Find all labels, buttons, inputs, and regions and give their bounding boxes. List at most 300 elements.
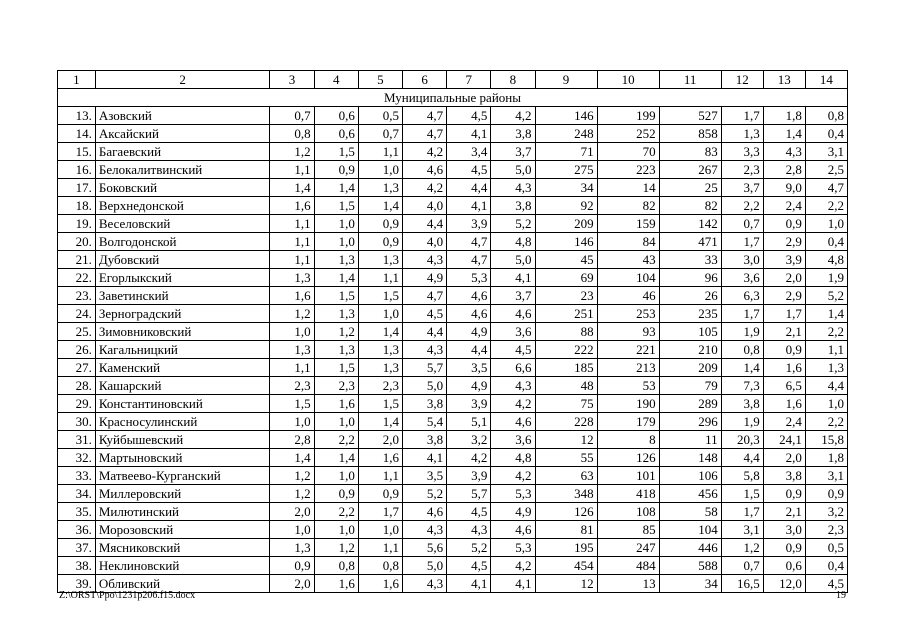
value-cell: 4,1: [447, 125, 491, 143]
value-cell: 4,3: [402, 575, 446, 593]
table-row: [58, 323, 848, 341]
value-cell: 3,1: [805, 467, 847, 485]
value-cell: 190: [597, 395, 659, 413]
value-cell: 82: [659, 197, 721, 215]
district-name-cell: Мартыновский: [95, 449, 270, 467]
district-name-cell: Веселовский: [95, 215, 270, 233]
value-cell: 5,0: [402, 377, 446, 395]
value-cell: 4,6: [447, 305, 491, 323]
row-number-cell: 24.: [58, 305, 96, 323]
value-cell: 1,6: [763, 359, 805, 377]
value-cell: 101: [597, 467, 659, 485]
value-cell: 1,1: [358, 269, 402, 287]
value-cell: 1,4: [314, 269, 358, 287]
value-cell: 1,6: [763, 395, 805, 413]
district-name-cell: Неклиновский: [95, 557, 270, 575]
value-cell: 5,2: [402, 485, 446, 503]
value-cell: 1,4: [270, 179, 314, 197]
value-cell: 1,9: [721, 323, 763, 341]
value-cell: 348: [535, 485, 597, 503]
table-row: [58, 377, 848, 395]
value-cell: 4,7: [805, 179, 847, 197]
value-cell: 5,3: [491, 539, 535, 557]
table-row: [58, 143, 848, 161]
value-cell: 4,8: [491, 449, 535, 467]
value-cell: 3,8: [721, 395, 763, 413]
row-number-cell: 19.: [58, 215, 96, 233]
value-cell: 1,8: [763, 107, 805, 125]
table-row: [58, 431, 848, 449]
row-number-cell: 21.: [58, 251, 96, 269]
value-cell: 70: [597, 143, 659, 161]
value-cell: 1,0: [805, 215, 847, 233]
table-row: [58, 197, 848, 215]
value-cell: 4,9: [402, 269, 446, 287]
row-number-cell: 13.: [58, 107, 96, 125]
value-cell: 1,5: [314, 143, 358, 161]
value-cell: 1,1: [358, 143, 402, 161]
value-cell: 0,7: [721, 215, 763, 233]
value-cell: 3,7: [491, 143, 535, 161]
district-name-cell: Азовский: [95, 107, 270, 125]
value-cell: 1,0: [270, 521, 314, 539]
value-cell: 3,0: [721, 251, 763, 269]
value-cell: 4,9: [447, 377, 491, 395]
value-cell: 1,0: [270, 323, 314, 341]
value-cell: 148: [659, 449, 721, 467]
column-number-cell: 1: [58, 71, 96, 89]
district-name-cell: Кашарский: [95, 377, 270, 395]
value-cell: 63: [535, 467, 597, 485]
column-number-cell: 4: [314, 71, 358, 89]
value-cell: 4,7: [402, 287, 446, 305]
value-cell: 55: [535, 449, 597, 467]
value-cell: 1,5: [314, 359, 358, 377]
value-cell: 456: [659, 485, 721, 503]
table-row: [58, 107, 848, 125]
district-name-cell: Матвеево-Курганский: [95, 467, 270, 485]
value-cell: 1,3: [314, 251, 358, 269]
value-cell: 0,9: [358, 485, 402, 503]
table-row: [58, 503, 848, 521]
column-number-cell: 8: [491, 71, 535, 89]
value-cell: 1,4: [358, 413, 402, 431]
value-cell: 2,2: [805, 197, 847, 215]
table-row: [58, 359, 848, 377]
value-cell: 0,4: [805, 233, 847, 251]
value-cell: 0,5: [805, 539, 847, 557]
value-cell: 4,6: [491, 305, 535, 323]
value-cell: 4,4: [447, 179, 491, 197]
value-cell: 2,9: [763, 233, 805, 251]
value-cell: 14: [597, 179, 659, 197]
value-cell: 88: [535, 323, 597, 341]
value-cell: 1,3: [314, 341, 358, 359]
value-cell: 195: [535, 539, 597, 557]
row-number-cell: 33.: [58, 467, 96, 485]
value-cell: 2,5: [805, 161, 847, 179]
value-cell: 1,8: [805, 449, 847, 467]
value-cell: 2,0: [358, 431, 402, 449]
value-cell: 93: [597, 323, 659, 341]
table-row: [58, 161, 848, 179]
value-cell: 3,8: [491, 125, 535, 143]
value-cell: 210: [659, 341, 721, 359]
value-cell: 1,1: [270, 161, 314, 179]
value-cell: 3,6: [491, 323, 535, 341]
value-cell: 1,0: [270, 413, 314, 431]
value-cell: 4,5: [447, 503, 491, 521]
table-row: [58, 557, 848, 575]
value-cell: 0,6: [314, 107, 358, 125]
value-cell: 4,3: [491, 377, 535, 395]
value-cell: 0,6: [314, 125, 358, 143]
value-cell: 5,4: [402, 413, 446, 431]
value-cell: 5,1: [447, 413, 491, 431]
value-cell: 1,6: [314, 575, 358, 593]
district-name-cell: Мясниковский: [95, 539, 270, 557]
value-cell: 0,8: [358, 557, 402, 575]
value-cell: 146: [535, 233, 597, 251]
value-cell: 71: [535, 143, 597, 161]
value-cell: 1,3: [805, 359, 847, 377]
value-cell: 126: [597, 449, 659, 467]
value-cell: 3,8: [763, 467, 805, 485]
value-cell: 267: [659, 161, 721, 179]
table-row: [58, 467, 848, 485]
district-name-cell: Кагальницкий: [95, 341, 270, 359]
value-cell: 235: [659, 305, 721, 323]
value-cell: 185: [535, 359, 597, 377]
value-cell: 4,2: [402, 143, 446, 161]
district-name-cell: Зерноградский: [95, 305, 270, 323]
section-row: [58, 89, 848, 107]
value-cell: 1,4: [763, 125, 805, 143]
value-cell: 247: [597, 539, 659, 557]
value-cell: 1,1: [270, 359, 314, 377]
value-cell: 5,2: [447, 539, 491, 557]
value-cell: 85: [597, 521, 659, 539]
value-cell: 1,0: [358, 161, 402, 179]
value-cell: 4,2: [491, 107, 535, 125]
value-cell: 1,6: [358, 449, 402, 467]
value-cell: 3,7: [491, 287, 535, 305]
value-cell: 104: [597, 269, 659, 287]
value-cell: 48: [535, 377, 597, 395]
value-cell: 0,9: [314, 485, 358, 503]
table-row: [58, 449, 848, 467]
district-name-cell: Морозовский: [95, 521, 270, 539]
district-name-cell: Милютинский: [95, 503, 270, 521]
value-cell: 0,9: [314, 161, 358, 179]
value-cell: 4,6: [402, 503, 446, 521]
value-cell: 83: [659, 143, 721, 161]
value-cell: 20,3: [721, 431, 763, 449]
value-cell: 221: [597, 341, 659, 359]
value-cell: 1,1: [358, 467, 402, 485]
value-cell: 1,4: [270, 449, 314, 467]
value-cell: 3,5: [402, 467, 446, 485]
value-cell: 484: [597, 557, 659, 575]
value-cell: 3,2: [447, 431, 491, 449]
row-number-cell: 29.: [58, 395, 96, 413]
value-cell: 1,1: [270, 215, 314, 233]
value-cell: 46: [597, 287, 659, 305]
value-cell: 1,3: [358, 251, 402, 269]
value-cell: 53: [597, 377, 659, 395]
value-cell: 858: [659, 125, 721, 143]
section-title: Муниципальные районы: [58, 89, 848, 107]
value-cell: 0,8: [805, 107, 847, 125]
value-cell: 7,3: [721, 377, 763, 395]
value-cell: 4,3: [402, 251, 446, 269]
value-cell: 159: [597, 215, 659, 233]
value-cell: 4,3: [402, 521, 446, 539]
column-number-cell: 9: [535, 71, 597, 89]
value-cell: 2,8: [270, 431, 314, 449]
district-name-cell: Миллеровский: [95, 485, 270, 503]
value-cell: 179: [597, 413, 659, 431]
value-cell: 228: [535, 413, 597, 431]
value-cell: 5,0: [491, 251, 535, 269]
value-cell: 2,3: [270, 377, 314, 395]
value-cell: 5,3: [447, 269, 491, 287]
value-cell: 4,4: [721, 449, 763, 467]
district-name-cell: Багаевский: [95, 143, 270, 161]
table-row: [58, 413, 848, 431]
value-cell: 471: [659, 233, 721, 251]
value-cell: 0,9: [270, 557, 314, 575]
value-cell: 24,1: [763, 431, 805, 449]
value-cell: 1,0: [358, 521, 402, 539]
value-cell: 5,8: [721, 467, 763, 485]
value-cell: 0,6: [763, 557, 805, 575]
row-number-cell: 28.: [58, 377, 96, 395]
value-cell: 106: [659, 467, 721, 485]
value-cell: 34: [659, 575, 721, 593]
value-cell: 75: [535, 395, 597, 413]
value-cell: 1,0: [314, 215, 358, 233]
value-cell: 5,2: [805, 287, 847, 305]
value-cell: 3,8: [402, 395, 446, 413]
value-cell: 1,6: [270, 197, 314, 215]
table-row: [58, 269, 848, 287]
row-number-cell: 39.: [58, 575, 96, 593]
value-cell: 4,8: [805, 251, 847, 269]
column-number-cell: 13: [763, 71, 805, 89]
value-cell: 4,9: [447, 323, 491, 341]
value-cell: 2,4: [763, 413, 805, 431]
value-cell: 1,4: [314, 449, 358, 467]
row-number-cell: 26.: [58, 341, 96, 359]
value-cell: 34: [535, 179, 597, 197]
value-cell: 3,1: [805, 143, 847, 161]
value-cell: 2,0: [270, 575, 314, 593]
value-cell: 1,4: [805, 305, 847, 323]
value-cell: 126: [535, 503, 597, 521]
value-cell: 1,0: [314, 233, 358, 251]
value-cell: 2,2: [314, 431, 358, 449]
value-cell: 199: [597, 107, 659, 125]
value-cell: 105: [659, 323, 721, 341]
column-number-cell: 14: [805, 71, 847, 89]
value-cell: 4,1: [491, 269, 535, 287]
value-cell: 296: [659, 413, 721, 431]
value-cell: 1,2: [270, 467, 314, 485]
value-cell: 4,3: [763, 143, 805, 161]
value-cell: 4,5: [402, 305, 446, 323]
value-cell: 2,4: [763, 197, 805, 215]
value-cell: 2,2: [721, 197, 763, 215]
value-cell: 1,5: [314, 287, 358, 305]
value-cell: 4,1: [447, 575, 491, 593]
value-cell: 1,3: [270, 341, 314, 359]
value-cell: 104: [659, 521, 721, 539]
value-cell: 4,2: [491, 395, 535, 413]
value-cell: 3,3: [721, 143, 763, 161]
value-cell: 4,8: [491, 233, 535, 251]
value-cell: 4,5: [447, 107, 491, 125]
column-number-cell: 3: [270, 71, 314, 89]
value-cell: 0,7: [721, 557, 763, 575]
value-cell: 418: [597, 485, 659, 503]
value-cell: 26: [659, 287, 721, 305]
value-cell: 1,2: [270, 143, 314, 161]
value-cell: 4,5: [805, 575, 847, 593]
value-cell: 3,1: [721, 521, 763, 539]
value-cell: 1,5: [270, 395, 314, 413]
value-cell: 446: [659, 539, 721, 557]
value-cell: 1,3: [358, 359, 402, 377]
district-name-cell: Константиновский: [95, 395, 270, 413]
row-number-cell: 31.: [58, 431, 96, 449]
row-number-cell: 23.: [58, 287, 96, 305]
value-cell: 1,5: [314, 197, 358, 215]
document-path: Z:\ORST\Ppo\1231p206.f15.docx: [59, 590, 196, 601]
value-cell: 58: [659, 503, 721, 521]
column-number-cell: 5: [358, 71, 402, 89]
value-cell: 289: [659, 395, 721, 413]
value-cell: 1,3: [270, 269, 314, 287]
value-cell: 2,0: [763, 449, 805, 467]
value-cell: 1,1: [358, 539, 402, 557]
row-number-cell: 34.: [58, 485, 96, 503]
table-row: [58, 395, 848, 413]
value-cell: 2,3: [721, 161, 763, 179]
value-cell: 4,0: [402, 197, 446, 215]
value-cell: 4,3: [447, 521, 491, 539]
row-number-cell: 22.: [58, 269, 96, 287]
column-number-row: [58, 71, 848, 89]
value-cell: 1,7: [721, 107, 763, 125]
value-cell: 23: [535, 287, 597, 305]
value-cell: 96: [659, 269, 721, 287]
value-cell: 2,2: [805, 413, 847, 431]
value-cell: 0,5: [358, 107, 402, 125]
value-cell: 6,5: [763, 377, 805, 395]
value-cell: 251: [535, 305, 597, 323]
value-cell: 16,5: [721, 575, 763, 593]
value-cell: 4,7: [402, 125, 446, 143]
district-name-cell: Аксайский: [95, 125, 270, 143]
value-cell: 454: [535, 557, 597, 575]
district-name-cell: Заветинский: [95, 287, 270, 305]
table-row: [58, 251, 848, 269]
value-cell: 12,0: [763, 575, 805, 593]
value-cell: 252: [597, 125, 659, 143]
column-number-cell: 11: [659, 71, 721, 89]
value-cell: 5,7: [447, 485, 491, 503]
row-number-cell: 25.: [58, 323, 96, 341]
value-cell: 4,6: [402, 161, 446, 179]
value-cell: 1,2: [721, 539, 763, 557]
value-cell: 3,0: [763, 521, 805, 539]
value-cell: 4,6: [491, 413, 535, 431]
value-cell: 4,2: [491, 467, 535, 485]
value-cell: 588: [659, 557, 721, 575]
value-cell: 1,2: [314, 323, 358, 341]
row-number-cell: 38.: [58, 557, 96, 575]
value-cell: 4,6: [491, 521, 535, 539]
table-row: [58, 233, 848, 251]
row-number-cell: 16.: [58, 161, 96, 179]
value-cell: 12: [535, 575, 597, 593]
value-cell: 2,3: [314, 377, 358, 395]
value-cell: 1,7: [763, 305, 805, 323]
value-cell: 4,0: [402, 233, 446, 251]
row-number-cell: 36.: [58, 521, 96, 539]
value-cell: 1,6: [358, 575, 402, 593]
value-cell: 2,2: [314, 503, 358, 521]
value-cell: 3,7: [721, 179, 763, 197]
value-cell: 6,3: [721, 287, 763, 305]
value-cell: 275: [535, 161, 597, 179]
value-cell: 1,5: [721, 485, 763, 503]
value-cell: 2,0: [763, 269, 805, 287]
value-cell: 0,8: [721, 341, 763, 359]
district-name-cell: Зимовниковский: [95, 323, 270, 341]
column-number-cell: 12: [721, 71, 763, 89]
value-cell: 2,1: [763, 323, 805, 341]
value-cell: 5,3: [491, 485, 535, 503]
value-cell: 1,0: [314, 413, 358, 431]
value-cell: 0,8: [270, 125, 314, 143]
value-cell: 0,4: [805, 125, 847, 143]
value-cell: 2,3: [358, 377, 402, 395]
value-cell: 4,5: [447, 161, 491, 179]
value-cell: 213: [597, 359, 659, 377]
value-cell: 79: [659, 377, 721, 395]
value-cell: 5,0: [491, 161, 535, 179]
value-cell: 1,2: [314, 539, 358, 557]
value-cell: 9,0: [763, 179, 805, 197]
value-cell: 0,7: [270, 107, 314, 125]
value-cell: 4,4: [402, 215, 446, 233]
value-cell: 2,9: [763, 287, 805, 305]
value-cell: 3,5: [447, 359, 491, 377]
table-row: [58, 215, 848, 233]
table-row: [58, 485, 848, 503]
value-cell: 4,1: [447, 197, 491, 215]
row-number-cell: 14.: [58, 125, 96, 143]
value-cell: 69: [535, 269, 597, 287]
value-cell: 2,1: [763, 503, 805, 521]
value-cell: 1,0: [314, 521, 358, 539]
value-cell: 1,3: [358, 179, 402, 197]
row-number-cell: 32.: [58, 449, 96, 467]
value-cell: 223: [597, 161, 659, 179]
district-name-cell: Дубовский: [95, 251, 270, 269]
